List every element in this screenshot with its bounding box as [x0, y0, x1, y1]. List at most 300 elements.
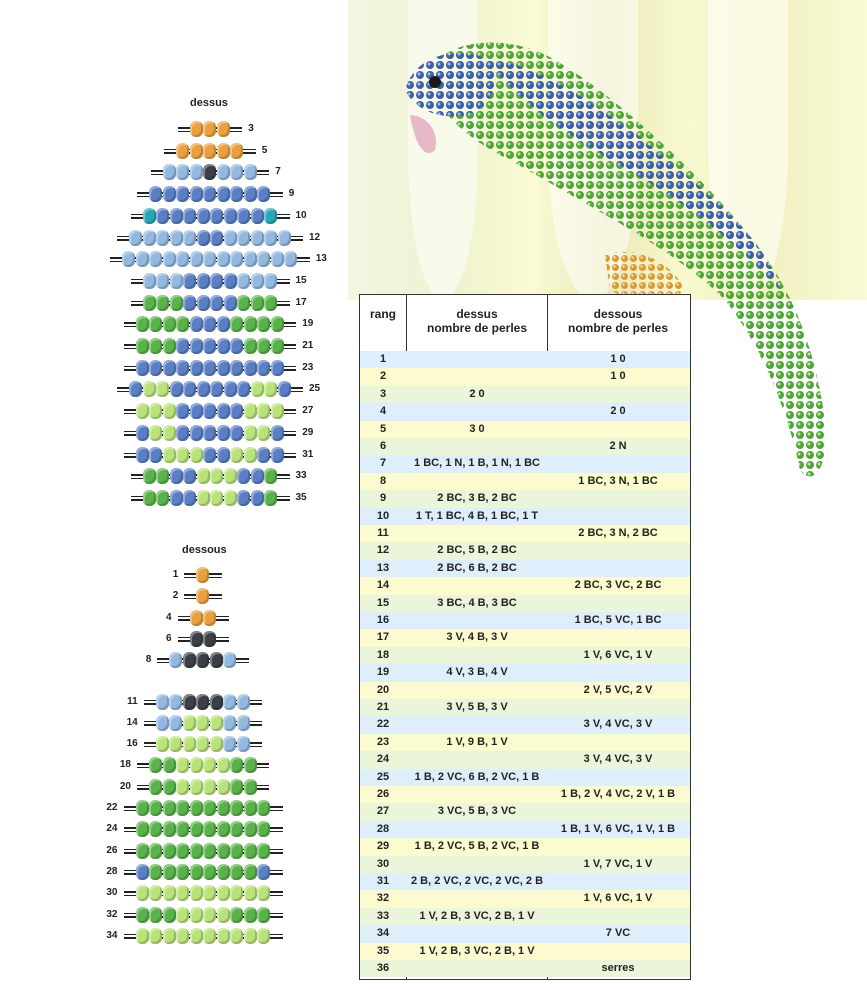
table-row: [360, 769, 690, 786]
bead: [190, 864, 203, 880]
row-number-cell: 1: [379, 353, 387, 365]
bead: [136, 316, 149, 332]
row-number: 6: [165, 632, 172, 644]
dessous-cell: 2 V, 5 VC, 2 V: [583, 683, 653, 696]
bead: [149, 425, 162, 441]
bead: [163, 186, 176, 202]
bead: [244, 843, 257, 859]
bead-row: [165, 631, 229, 647]
bead: [237, 230, 250, 246]
bead: [257, 403, 270, 419]
bead: [203, 425, 216, 441]
bead: [143, 230, 156, 246]
dessus-cell: 2 BC, 6 B, 2 BC: [437, 561, 517, 574]
table-row: [360, 856, 690, 873]
bead: [197, 381, 210, 397]
bead: [237, 468, 250, 484]
bead: [143, 490, 156, 506]
row-number-cell: 31: [376, 875, 390, 887]
row-number: 29: [302, 426, 314, 438]
bead: [223, 736, 236, 752]
bead-row: [131, 468, 307, 484]
row-number: 30: [106, 887, 118, 899]
bead: [190, 425, 203, 441]
row-number-cell: 6: [379, 440, 387, 452]
bead: [217, 316, 230, 332]
row-number-cell: 5: [379, 422, 387, 435]
bead-row: [106, 821, 283, 837]
bead: [210, 694, 223, 710]
bead: [143, 468, 156, 484]
bead: [237, 715, 250, 731]
bead-row: [124, 360, 314, 376]
bead: [183, 490, 196, 506]
dessous-cell: 1 B, 2 V, 4 VC, 2 V, 1 B: [560, 788, 676, 800]
bead: [169, 736, 182, 752]
bead: [217, 800, 230, 816]
row-number: 3: [248, 123, 254, 134]
bead: [244, 338, 257, 354]
table-row: [360, 943, 690, 960]
bead: [257, 425, 270, 441]
dessus-cell: 1 V, 9 B, 1 V: [446, 735, 508, 748]
bead: [149, 251, 162, 267]
row-number-cell: 20: [376, 683, 390, 696]
bead: [217, 121, 230, 137]
bead: [271, 338, 284, 354]
bead: [176, 164, 189, 180]
bead: [170, 295, 183, 311]
bead: [257, 186, 270, 202]
row-number-cell: 23: [376, 735, 390, 748]
row-number-cell: 3: [379, 387, 387, 400]
bead: [176, 360, 189, 376]
bead-count-table: [359, 294, 691, 980]
bead: [251, 295, 264, 311]
bead: [257, 928, 270, 944]
table-row: [360, 595, 690, 612]
bead-row: [172, 588, 222, 604]
bead: [163, 447, 176, 463]
bead: [244, 447, 257, 463]
bead: [230, 779, 243, 795]
bead: [217, 425, 230, 441]
bead: [176, 821, 189, 837]
row-number-cell: 29: [376, 840, 390, 853]
header-rang: rang: [369, 307, 396, 321]
bead: [203, 610, 216, 626]
dessous-cell: 1 V, 7 VC, 1 V: [583, 857, 653, 870]
dessus-cell: 1 B, 2 VC, 5 B, 2 VC, 1 B: [414, 840, 540, 853]
bead: [244, 779, 257, 795]
bead: [230, 447, 243, 463]
table-row: [360, 612, 690, 629]
bead: [257, 885, 270, 901]
row-number-cell: 26: [376, 788, 390, 800]
dessous-cell: 2 0: [610, 405, 626, 418]
bead: [149, 186, 162, 202]
row-number: 19: [302, 318, 314, 330]
bead: [190, 907, 203, 923]
bead-row: [106, 907, 283, 923]
bead-row: [131, 295, 307, 311]
bead: [210, 273, 223, 289]
bead: [176, 338, 189, 354]
row-number-cell: 28: [376, 822, 390, 835]
bead: [203, 164, 216, 180]
bead: [251, 208, 264, 224]
bead: [136, 447, 149, 463]
bead: [203, 928, 216, 944]
bead: [196, 736, 209, 752]
bead: [176, 885, 189, 901]
row-number-cell: 15: [376, 596, 390, 609]
table-row: [360, 664, 690, 681]
dessus-cell: 3 V, 4 B, 3 V: [446, 631, 508, 644]
bead: [217, 403, 230, 419]
bead: [203, 403, 216, 419]
table-row: [360, 960, 690, 977]
bead: [183, 652, 196, 668]
bead-row: [119, 757, 269, 773]
bead: [217, 251, 230, 267]
table-row: [360, 473, 690, 490]
bead: [237, 694, 250, 710]
bead: [257, 843, 270, 859]
bead: [257, 447, 270, 463]
bead: [190, 757, 203, 773]
table-row: [360, 925, 690, 942]
bead: [149, 447, 162, 463]
bead-row: [131, 490, 307, 506]
bead: [149, 403, 162, 419]
table-row: [360, 873, 690, 890]
row-number: 34: [106, 929, 118, 941]
bead: [264, 468, 277, 484]
bead: [176, 403, 189, 419]
bead: [190, 143, 203, 159]
row-number-cell: 13: [376, 561, 390, 574]
bead: [203, 143, 216, 159]
row-number-cell: 17: [376, 631, 390, 644]
bead: [183, 273, 196, 289]
bead: [210, 652, 223, 668]
bead: [244, 907, 257, 923]
bead: [264, 273, 277, 289]
row-number-cell: 34: [376, 927, 390, 940]
bead: [203, 447, 216, 463]
bead: [237, 273, 250, 289]
row-number: 4: [165, 611, 172, 623]
bead: [196, 567, 209, 583]
table-row: [360, 508, 690, 525]
bead: [190, 316, 203, 332]
bead: [217, 885, 230, 901]
table-row: [360, 786, 690, 803]
bead: [203, 864, 216, 880]
bead: [217, 143, 230, 159]
bead: [163, 821, 176, 837]
bead-row: [106, 928, 283, 944]
bead: [122, 251, 135, 267]
row-number: 23: [302, 361, 314, 373]
bead: [149, 779, 162, 795]
bead: [278, 230, 291, 246]
bead: [190, 610, 203, 626]
bead-row: [124, 403, 314, 419]
dessous-cell: serres: [601, 962, 635, 974]
bead: [129, 230, 142, 246]
bead: [257, 864, 270, 880]
bead: [244, 316, 257, 332]
bead: [156, 230, 169, 246]
bead: [163, 779, 176, 795]
bead-row: [106, 800, 283, 816]
bead: [203, 885, 216, 901]
bead: [136, 403, 149, 419]
table-row: [360, 821, 690, 838]
bead: [136, 338, 149, 354]
dessous-cell: 1 V, 6 VC, 1 V: [583, 648, 653, 661]
bead: [163, 907, 176, 923]
dessous-cell: 3 V, 4 VC, 3 V: [583, 718, 653, 731]
bead: [203, 121, 216, 137]
bead: [230, 928, 243, 944]
table-row: [360, 716, 690, 733]
bead: [176, 186, 189, 202]
bead: [149, 338, 162, 354]
bead: [257, 821, 270, 837]
bead: [190, 403, 203, 419]
bead: [230, 864, 243, 880]
bead: [176, 843, 189, 859]
bead: [237, 208, 250, 224]
row-number-cell: 4: [379, 405, 387, 418]
bead: [183, 736, 196, 752]
bead: [156, 468, 169, 484]
bead: [244, 885, 257, 901]
dessous-cell: 1 0: [610, 353, 626, 365]
bead: [197, 295, 210, 311]
bead: [197, 273, 210, 289]
bead-row: [164, 143, 268, 159]
bead: [244, 864, 257, 880]
bead: [230, 821, 243, 837]
bead: [163, 864, 176, 880]
table-row: [360, 838, 690, 855]
bead: [244, 800, 257, 816]
bead: [149, 864, 162, 880]
bead-row: [131, 208, 307, 224]
bead: [163, 928, 176, 944]
bead: [190, 360, 203, 376]
dessus-cell: 3 0: [469, 422, 485, 435]
bead: [264, 208, 277, 224]
table-row: [360, 351, 690, 368]
bead: [251, 230, 264, 246]
bead: [251, 468, 264, 484]
dessus-cell: 3 V, 5 B, 3 V: [446, 701, 508, 713]
bead: [257, 316, 270, 332]
bead: [224, 295, 237, 311]
row-number-cell: 22: [376, 718, 390, 731]
bead: [203, 779, 216, 795]
bead: [176, 143, 189, 159]
bead: [217, 338, 230, 354]
bead: [244, 403, 257, 419]
row-number: 1: [172, 569, 179, 580]
bead: [244, 251, 257, 267]
bead: [163, 885, 176, 901]
dessus-cell: 1 B, 2 VC, 6 B, 2 VC, 1 B: [414, 770, 540, 783]
bead: [176, 928, 189, 944]
bead: [136, 864, 149, 880]
table-row: [360, 560, 690, 577]
bead: [149, 928, 162, 944]
bead: [284, 251, 297, 267]
bead-row: [124, 338, 314, 354]
bead: [230, 843, 243, 859]
row-number: 22: [106, 802, 118, 813]
bead: [163, 360, 176, 376]
table-row: [360, 455, 690, 472]
row-number: 7: [275, 166, 281, 178]
bead: [183, 381, 196, 397]
row-number: 17: [295, 296, 307, 308]
row-number-cell: 33: [376, 909, 390, 922]
bead: [143, 208, 156, 224]
bead: [217, 779, 230, 795]
bead: [237, 381, 250, 397]
bead: [203, 821, 216, 837]
dessous-cell: 1 0: [610, 370, 626, 383]
row-number-cell: 35: [376, 944, 390, 957]
dessus-cell: 1 T, 1 BC, 4 B, 1 BC, 1 T: [415, 509, 539, 522]
bead: [217, 843, 230, 859]
bead: [230, 186, 243, 202]
table-row: [360, 368, 690, 385]
row-number-cell: 18: [376, 648, 390, 661]
table-row: [360, 890, 690, 907]
bead: [230, 800, 243, 816]
bead: [149, 757, 162, 773]
bead: [149, 907, 162, 923]
bead: [244, 757, 257, 773]
bead: [244, 928, 257, 944]
bead: [230, 360, 243, 376]
bead: [224, 230, 237, 246]
dessous-cell: 1 V, 6 VC, 1 V: [583, 892, 653, 905]
table-row: [360, 682, 690, 699]
bead: [203, 631, 216, 647]
bead: [163, 757, 176, 773]
bead: [210, 490, 223, 506]
dessus-cell: 2 0: [469, 387, 485, 400]
bead: [217, 164, 230, 180]
bead: [149, 821, 162, 837]
bead: [136, 251, 149, 267]
dessous-cell: 2 N: [609, 440, 627, 452]
bead: [136, 928, 149, 944]
bead: [176, 907, 189, 923]
bead-row: [106, 843, 283, 859]
bead: [251, 273, 264, 289]
bead: [197, 490, 210, 506]
bead: [244, 821, 257, 837]
bead: [149, 843, 162, 859]
bead: [163, 316, 176, 332]
bead: [271, 447, 284, 463]
bead: [143, 381, 156, 397]
bead: [217, 757, 230, 773]
bead-row: [151, 164, 281, 180]
bead: [237, 295, 250, 311]
bead-row: [178, 121, 254, 137]
bead: [203, 186, 216, 202]
row-number: 25: [309, 383, 321, 395]
row-number-cell: 25: [376, 770, 390, 783]
bead-row: [117, 381, 321, 397]
bead: [257, 338, 270, 354]
bead: [136, 907, 149, 923]
row-number: 13: [315, 253, 327, 265]
row-number: 32: [106, 908, 118, 920]
dessus-cell: 3 BC, 4 B, 3 BC: [437, 596, 517, 609]
bead: [257, 907, 270, 923]
row-number: 33: [295, 470, 307, 482]
bead: [224, 208, 237, 224]
dessous-cell: 1 BC, 5 VC, 1 BC: [574, 614, 662, 626]
bead: [257, 360, 270, 376]
bead: [149, 316, 162, 332]
bead: [183, 468, 196, 484]
table-row: [360, 647, 690, 664]
table-row: [360, 525, 690, 542]
bead-row: [124, 447, 314, 463]
bead: [176, 864, 189, 880]
table-row: [360, 629, 690, 646]
bead-row: [124, 425, 314, 441]
row-number-cell: 11: [377, 527, 389, 539]
bead: [143, 273, 156, 289]
bead: [176, 757, 189, 773]
row-number: 20: [119, 780, 131, 792]
row-number: 9: [288, 188, 295, 200]
dessous-cell: 2 BC, 3 VC, 2 BC: [574, 579, 662, 592]
bead: [190, 164, 203, 180]
dessous-cell: 3 V, 4 VC, 3 V: [583, 753, 653, 766]
row-number-cell: 36: [376, 962, 390, 974]
bead: [163, 843, 176, 859]
bead: [190, 843, 203, 859]
bead: [190, 800, 203, 816]
row-number-cell: 12: [376, 544, 390, 557]
bead: [163, 800, 176, 816]
table-row: [360, 803, 690, 820]
bead: [183, 694, 196, 710]
bead-row: [119, 779, 269, 795]
bead: [264, 381, 277, 397]
table-row: [360, 421, 690, 438]
row-number: 12: [309, 231, 321, 243]
row-number: 10: [295, 209, 307, 221]
dessus-cell: 1 BC, 1 N, 1 B, 1 N, 1 BC: [414, 457, 540, 470]
bead: [264, 295, 277, 311]
bead: [183, 295, 196, 311]
bead: [237, 490, 250, 506]
bead: [196, 715, 209, 731]
bead: [251, 381, 264, 397]
